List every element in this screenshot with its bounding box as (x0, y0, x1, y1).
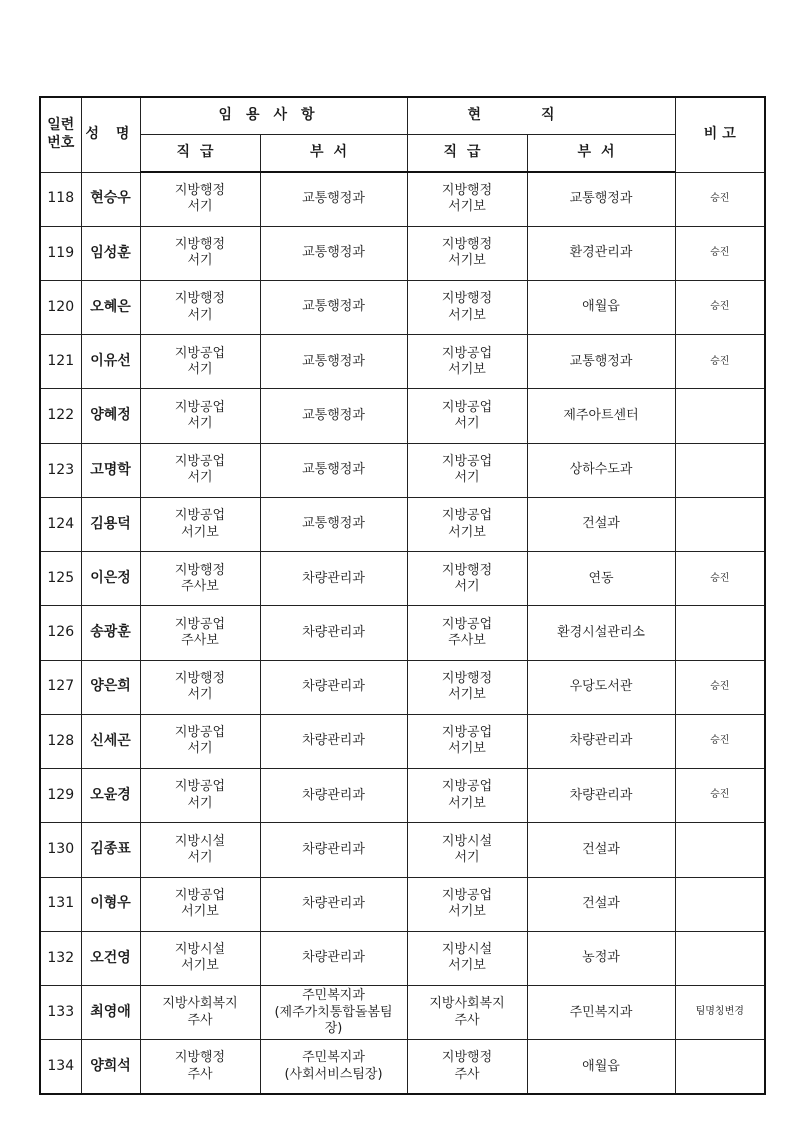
row-appointment-rank: 지방행정 서기 (140, 280, 260, 334)
row-current-dept: 교통행정과 (527, 172, 675, 226)
row-remark: 승진 (675, 769, 765, 823)
table-row (40, 389, 765, 443)
row-current-dept: 차량관리과 (527, 769, 675, 823)
row-current-rank: 지방공업 서기보 (407, 497, 527, 551)
row-number: 119 (40, 226, 81, 280)
table-row (40, 769, 765, 823)
row-appointment-dept: 교통행정과 (260, 497, 407, 551)
row-appointment-rank: 지방행정 서기 (140, 660, 260, 714)
row-appointment-rank: 지방공업 서기 (140, 443, 260, 497)
row-remark: 승진 (675, 226, 765, 280)
row-appointment-dept: 교통행정과 (260, 172, 407, 226)
row-name: 양혜정 (81, 389, 140, 443)
row-remark (675, 443, 765, 497)
row-current-dept: 농정과 (527, 931, 675, 985)
row-current-rank: 지방공업 서기보 (407, 877, 527, 931)
row-current-dept: 주민복지과 (527, 986, 675, 1040)
row-remark (675, 1040, 765, 1094)
row-remark (675, 606, 765, 660)
row-appointment-rank: 지방공업 서기 (140, 769, 260, 823)
table-row (40, 877, 765, 931)
row-remark (675, 389, 765, 443)
header-current-rank (407, 135, 527, 173)
row-current-dept: 제주아트센터 (527, 389, 675, 443)
row-current-dept: 건설과 (527, 497, 675, 551)
row-appointment-rank: 지방시설 서기 (140, 823, 260, 877)
row-appointment-dept: 교통행정과 (260, 335, 407, 389)
row-number: 121 (40, 335, 81, 389)
row-remark: 승진 (675, 172, 765, 226)
row-appointment-rank: 지방사회복지 주사 (140, 986, 260, 1040)
row-remark: 승진 (675, 552, 765, 606)
row-number: 126 (40, 606, 81, 660)
row-current-dept: 환경관리과 (527, 226, 675, 280)
row-appointment-rank: 지방행정 주사보 (140, 552, 260, 606)
header-appointment-dept-label: 부서 (309, 144, 358, 161)
row-current-rank: 지방공업 서기보 (407, 714, 527, 768)
row-name: 현승우 (81, 172, 140, 226)
row-appointment-dept: 차량관리과 (260, 931, 407, 985)
row-appointment-rank: 지방공업 서기보 (140, 877, 260, 931)
table-row (40, 1040, 765, 1094)
row-current-dept: 상하수도과 (527, 443, 675, 497)
row-current-dept: 애월읍 (527, 280, 675, 334)
row-current-rank: 지방사회복지 주사 (407, 986, 527, 1040)
row-appointment-dept: 차량관리과 (260, 552, 407, 606)
row-remark (675, 931, 765, 985)
header-current-label: 현직 (467, 107, 615, 124)
table-body (40, 172, 765, 1094)
row-name: 신세곤 (81, 714, 140, 768)
row-current-dept: 차량관리과 (527, 714, 675, 768)
row-number: 122 (40, 389, 81, 443)
row-number: 127 (40, 660, 81, 714)
header-seq (40, 97, 81, 172)
row-current-rank: 지방공업 서기보 (407, 335, 527, 389)
row-current-dept: 환경시설관리소 (527, 606, 675, 660)
row-name: 오윤경 (81, 769, 140, 823)
row-appointment-dept: 차량관리과 (260, 877, 407, 931)
row-number: 124 (40, 497, 81, 551)
header-appointment-rank (140, 135, 260, 173)
table-row (40, 986, 765, 1040)
row-name: 양은희 (81, 660, 140, 714)
row-remark (675, 877, 765, 931)
row-number: 125 (40, 552, 81, 606)
row-appointment-dept: 교통행정과 (260, 280, 407, 334)
row-remark: 승진 (675, 660, 765, 714)
row-number: 131 (40, 877, 81, 931)
header-seq-label: 일련 번호 (47, 117, 75, 151)
table-row (40, 280, 765, 334)
row-current-rank: 지방행정 서기보 (407, 280, 527, 334)
table-row (40, 335, 765, 389)
row-name: 최영애 (81, 986, 140, 1040)
row-appointment-dept: 차량관리과 (260, 660, 407, 714)
table-row (40, 497, 765, 551)
table-row (40, 443, 765, 497)
row-appointment-rank: 지방행정 주사 (140, 1040, 260, 1094)
row-current-rank: 지방공업 주사보 (407, 606, 527, 660)
row-name: 김용덕 (81, 497, 140, 551)
row-current-rank: 지방행정 서기보 (407, 226, 527, 280)
row-current-rank: 지방공업 서기 (407, 443, 527, 497)
header-name-label: 성 명 (85, 126, 136, 142)
row-appointment-dept: 차량관리과 (260, 714, 407, 768)
row-current-rank: 지방시설 서기 (407, 823, 527, 877)
row-name: 이유선 (81, 335, 140, 389)
row-number: 120 (40, 280, 81, 334)
row-appointment-rank: 지방공업 서기 (140, 714, 260, 768)
header-appointment-label: 임용사항 (218, 107, 329, 124)
row-appointment-rank: 지방행정 서기 (140, 172, 260, 226)
row-appointment-dept: 주민복지과 (사회서비스팀장) (260, 1040, 407, 1094)
row-appointment-rank: 지방시설 서기보 (140, 931, 260, 985)
row-current-dept: 건설과 (527, 877, 675, 931)
row-name: 고명학 (81, 443, 140, 497)
row-current-dept: 연동 (527, 552, 675, 606)
header-appointment (140, 97, 407, 135)
row-name: 임성훈 (81, 226, 140, 280)
table-row (40, 172, 765, 226)
row-current-dept: 건설과 (527, 823, 675, 877)
row-current-rank: 지방행정 서기 (407, 552, 527, 606)
table-row (40, 931, 765, 985)
row-name: 김종표 (81, 823, 140, 877)
row-appointment-dept: 차량관리과 (260, 606, 407, 660)
row-appointment-dept: 주민복지과 (제주가치통합돌봄팀 장) (260, 986, 407, 1040)
table-row (40, 552, 765, 606)
row-remark (675, 497, 765, 551)
row-number: 129 (40, 769, 81, 823)
row-name: 이형우 (81, 877, 140, 931)
table-row (40, 714, 765, 768)
header-remark-label: 비 고 (703, 126, 736, 142)
row-number: 128 (40, 714, 81, 768)
row-current-rank: 지방공업 서기보 (407, 769, 527, 823)
row-current-dept: 애월읍 (527, 1040, 675, 1094)
row-current-rank: 지방행정 주사 (407, 1040, 527, 1094)
row-name: 양희석 (81, 1040, 140, 1094)
header-appointment-dept (260, 135, 407, 173)
row-name: 이은정 (81, 552, 140, 606)
row-appointment-rank: 지방공업 서기 (140, 389, 260, 443)
table-row (40, 226, 765, 280)
row-number: 123 (40, 443, 81, 497)
row-remark: 승진 (675, 335, 765, 389)
row-appointment-rank: 지방공업 서기보 (140, 497, 260, 551)
row-current-rank: 지방행정 서기보 (407, 172, 527, 226)
row-appointment-rank: 지방행정 서기 (140, 226, 260, 280)
header-name (81, 97, 140, 172)
row-appointment-dept: 교통행정과 (260, 389, 407, 443)
header-current-rank-label: 직급 (443, 144, 491, 161)
row-current-rank: 지방시설 서기보 (407, 931, 527, 985)
row-number: 134 (40, 1040, 81, 1094)
row-number: 130 (40, 823, 81, 877)
header-appointment-rank-label: 직급 (176, 144, 224, 161)
row-current-dept: 교통행정과 (527, 335, 675, 389)
personnel-table (39, 96, 766, 1095)
row-remark: 팀명칭변경 (675, 986, 765, 1040)
row-current-rank: 지방행정 서기보 (407, 660, 527, 714)
header-current-dept (527, 135, 675, 173)
row-remark (675, 823, 765, 877)
row-appointment-dept: 교통행정과 (260, 443, 407, 497)
row-remark: 승진 (675, 714, 765, 768)
row-number: 132 (40, 931, 81, 985)
row-name: 송광훈 (81, 606, 140, 660)
row-name: 오혜은 (81, 280, 140, 334)
row-appointment-dept: 차량관리과 (260, 769, 407, 823)
row-current-dept: 우당도서관 (527, 660, 675, 714)
row-current-rank: 지방공업 서기 (407, 389, 527, 443)
header-current (407, 97, 675, 135)
row-name: 오건영 (81, 931, 140, 985)
table-row (40, 823, 765, 877)
header-remark (675, 97, 765, 172)
row-appointment-dept: 교통행정과 (260, 226, 407, 280)
row-appointment-rank: 지방공업 주사보 (140, 606, 260, 660)
table-row (40, 660, 765, 714)
row-remark: 승진 (675, 280, 765, 334)
header-current-dept-label: 부서 (577, 144, 625, 161)
row-appointment-rank: 지방공업 서기 (140, 335, 260, 389)
row-number: 118 (40, 172, 81, 226)
row-number: 133 (40, 986, 81, 1040)
row-appointment-dept: 차량관리과 (260, 823, 407, 877)
table-row (40, 606, 765, 660)
